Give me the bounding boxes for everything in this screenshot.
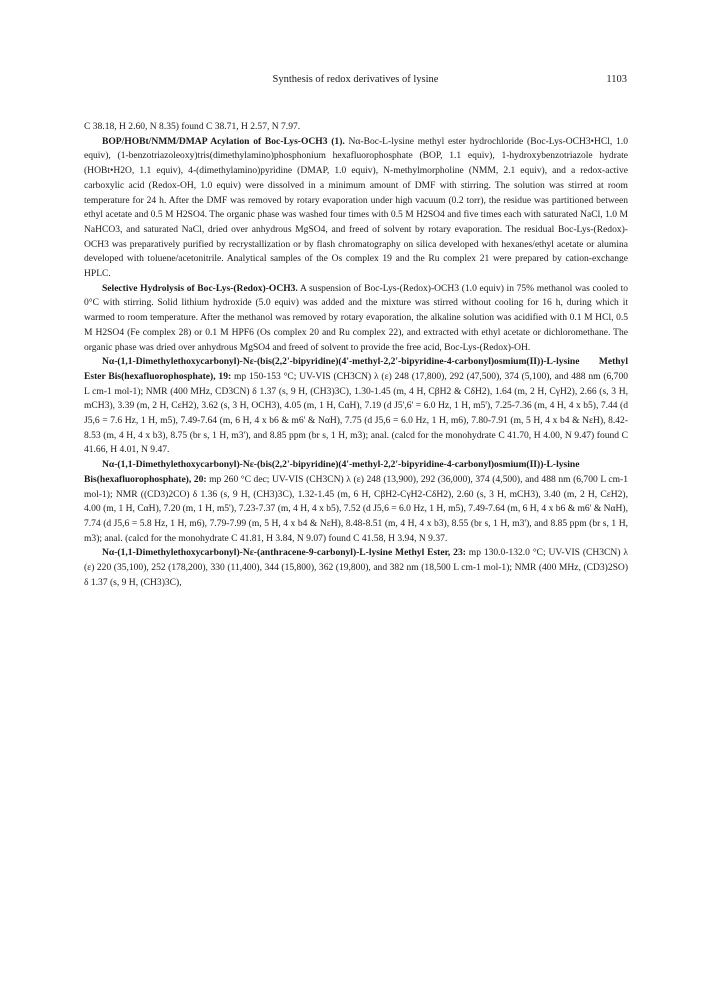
compound-heading: Nα-(1,1-Dimethylethoxycarbonyl)-Nε-(anthracene-9-carbonyl)-L-lysine Methyl Ester, 23: bbox=[102, 547, 466, 559]
paragraph-hydrolysis-procedure bbox=[84, 282, 628, 356]
running-header bbox=[0, 74, 711, 90]
paragraph-text: mp 260 °C dec; UV-VIS (CH3CN) λ (ε) 248 (13,900), 292 (36,000), 374 (4,500), and 488 nm (6,700 L cm-1 mol-1); NMR ((CD3)2CO) δ 1.36 (s, 9 H, (CH3)3C), 1.32-1.45 (m, 6 H, CβH2-CγH2-CδH2), 2.60 (s, 3 H, mCH3), 3.40 (m, 2 H, CεH2), 4.00 (m, 1 H, CαH), 7.20 (m, 1 H, m5'), 7.23-7.37 (m, 4 H, 4 x b5), 7.52 (d J5,6 = 6.0 Hz, 1 H, m5), 7.49-7.64 (m, 6 H, 4 x b6 & m6' & NαH), 7.74 (d J5,6 = 5.8 Hz, 1 H, m6), 7.79-7.99 (m, 5 H, 4 x b4 & NεH), 8.48-8.51 (m, 4 H, 4 x b3), 8.55 (br s, 1 H, m3'), and 8.85 ppm (br s, 1 H, m3); anal. (calcd for the monohydrate C 41.81, H 3.84, N 9.07) found C 41.58, H 3.94, N 9.37. bbox=[84, 473, 628, 544]
paragraph-acylation-procedure bbox=[84, 135, 628, 282]
article-body bbox=[84, 120, 628, 591]
paragraph-compound-20 bbox=[84, 458, 628, 546]
paragraph-text: A suspension of Boc-Lys-(Redox)-OCH3 (1.0 equiv) in 75% methanol was cooled to 0°C with stirring. Solid lithium hydroxide (5.0 equiv) was added and the mixture was stirred without cooling for 16 h, during which it warmed to room temperature. After the methanol was removed by rotary evaporation, the alkaline solution was acidified with 0.1 M HCl, 0.5 M H2SO4 (Fe complex 28) or 0.1 M HPF6 (Os complex 20 and Ru complex 22), and extracted with ethyl acetate or dichloromethane. The organic phase was dried over anhydrous MgSO4 and freed of solvent to provide the free acid, Boc-Lys-(Redox)-OH. bbox=[84, 282, 629, 353]
paragraph-text: mp 150-153 °C; UV-VIS (CH3CN) λ (ε) 248 (17,800), 292 (47,500), 374 (5,100), and 488 nm (6,700 L cm-1 mol-1); NMR (400 MHz, CD3CN) δ 1.37 (s, 9 H, (CH3)3C), 1.30-1.45 (m, 4 H, CβH2 & CδH2), 1.64 (m, 2 H, CγH2), 2.66 (s, 3 H, mCH3), 3.39 (m, 2 H, CεH2), 3.62 (s, 3 H, OCH3), 4.05 (m, 1 H, CαH), 7.19 (d J5',6' = 6.0 Hz, 1 H, m5'), 7.25-7.36 (m, 4 H, 4 x b5), 7.44 (d J5,6 = 7.6 Hz, 1 H, m5), 7.49-7.64 (m, 6 H, 4 x b6 & m6' & NαH), 7.75 (d J5,6 = 6.0 Hz, 1 H, m6), 7.80-7.91 (m, 5 H, 4 x b4 & NεH), 8.42-8.53 (m, 4 H, 4 x b3), 8.75 (br s, 1 H, m3'), and 8.85 ppm (br s, 1 H, m3); anal. (calcd for the monohydrate C 41.70, H 4.00, N 9.47) found C 41.66, H 4.01, N 9.47. bbox=[84, 370, 628, 456]
compound-heading: Nα-(1,1-Dimethylethoxycarbonyl)-Nε-(bis(2,2'-bipyridine)(4'-methyl-2,2'-bipyridine-4-carbonyl)osmium(II))-L-lysine Bis(hexafluorophosphate), 20: bbox=[84, 459, 580, 485]
section-heading: Selective Hydrolysis of Boc-Lys-(Redox)-OCH3. bbox=[102, 282, 298, 294]
running-title: Synthesis of redox derivatives of lysine bbox=[272, 74, 439, 85]
paragraph-text: Nα-Boc-L-lysine methyl ester hydrochloride (Boc-Lys-OCH3•HCl, 1.0 equiv), (1-benzotriazoleoxy)tris(dimethylamino)phosphonium hexafluorophosphate (BOP, 1.1 equiv), 1-hydroxybenzotriazole hydrate (HOBt•H2O, 1.1 equiv), 4-(dimethylamino)pyridine (DMAP, 1.0 equiv), N-methylmorpholine (NMM, 2.1 equiv), and a redox-active carboxylic acid (Redox-OH, 1.0 equiv) were dissolved in a minimum amount of DMF with stirring. The solution was stirred at room temperature for 24 h. After the DMF was removed by rotary evaporation under high vacuum (0.2 torr), the residue was partitioned between ethyl acetate and 0.5 M H2SO4. The organic phase was washed four times with 0.5 M H2SO4 and five times each with saturated NaCl, 1.0 M NaHCO3, and saturated NaCl, dried over anhydrous MgSO4, and freed of solvent by rotary evaporation. The residual Boc-Lys-(Redox)-OCH3 was preparatively purified by recrystallization or by flash chromatography on silica developed with hexanes/ethyl acetate or alumina developed with toluene/acetonitrile. Analytical samples of the Os complex 19 and the Ru complex 21 were prepared by cation-exchange HPLC. bbox=[84, 135, 628, 280]
paragraph-compound-19 bbox=[84, 355, 628, 458]
paragraph-continuation bbox=[84, 120, 628, 135]
page-number: 1103 bbox=[606, 74, 627, 85]
paragraph-text: mp 130.0-132.0 °C; UV-VIS (CH3CN) λ (ε) 220 (35,100), 252 (178,200), 330 (11,400), 344 (15,800), 362 (19,800), and 382 nm (18,500 L cm-1 mol-1); NMR (400 MHz, (CD3)2SO) δ 1.37 (s, 9 H, (CH3)3C), bbox=[84, 547, 628, 588]
compound-heading: Nα-(1,1-Dimethylethoxycarbonyl)-Nε-(bis(2,2'-bipyridine)(4'-methyl-2,2'-bipyridine-4-carbonyl)osmium(II))-L-lysine Methyl Ester Bis(hexafluorophosphate), 19: bbox=[84, 356, 628, 382]
section-heading: BOP/HOBt/NMM/DMAP Acylation of Boc-Lys-OCH3 (1). bbox=[102, 135, 345, 147]
paragraph-text: C 38.18, H 2.60, N 8.35) found C 38.71, H 2.57, N 7.97. bbox=[84, 121, 301, 132]
paragraph-compound-23 bbox=[84, 546, 628, 590]
